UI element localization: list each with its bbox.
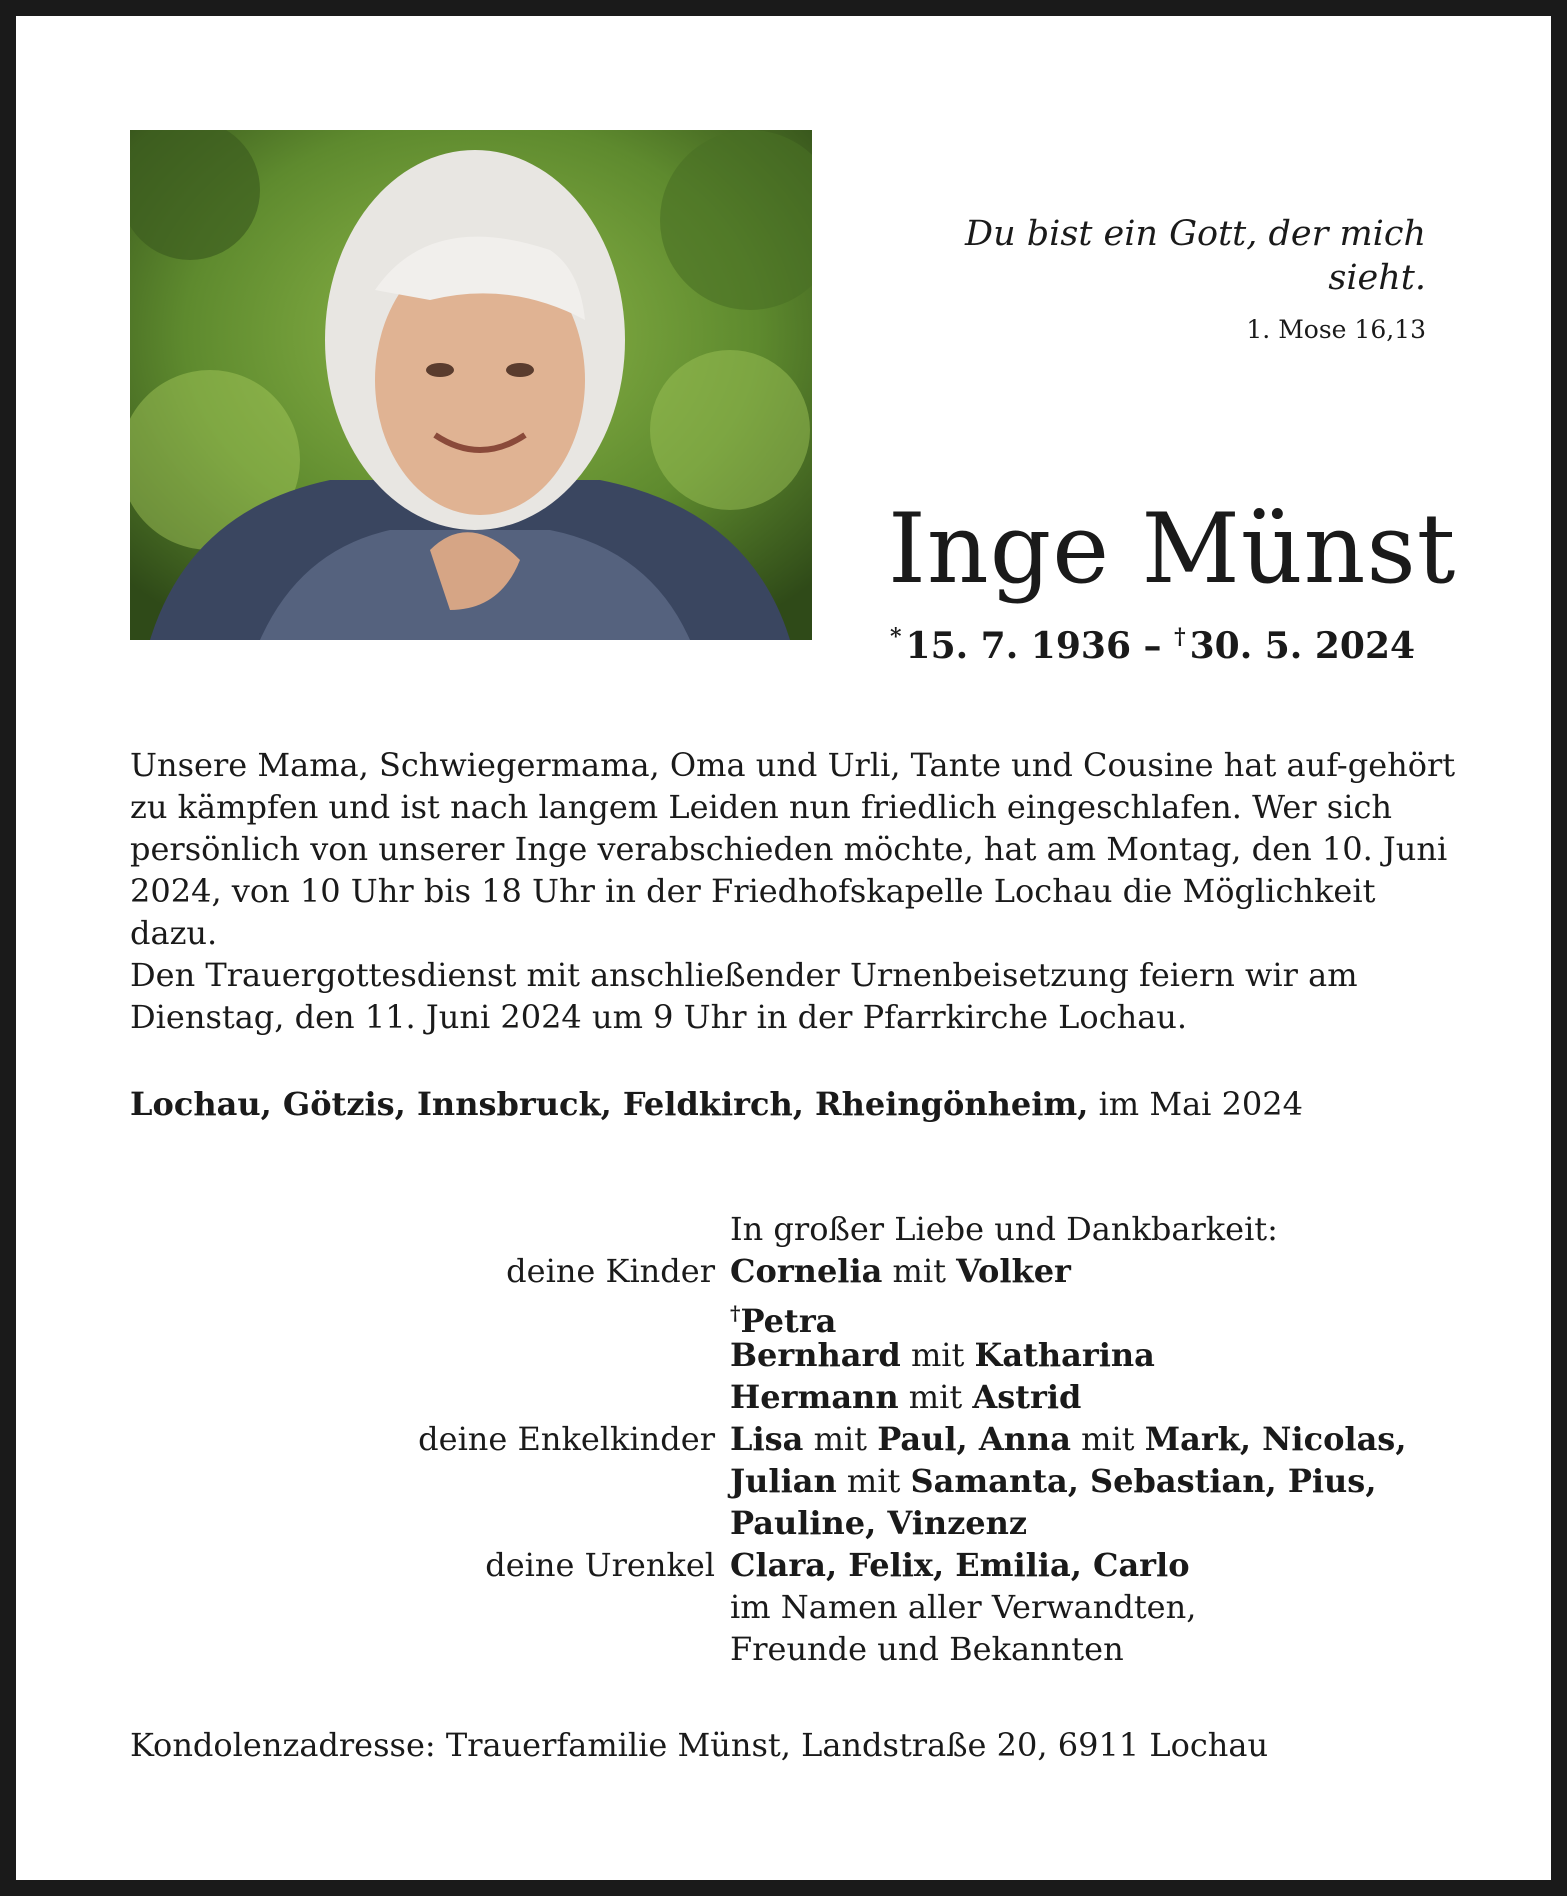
with-word: mit [898, 1378, 973, 1416]
family-row [16, 1460, 1567, 1502]
partner-name: Katharina [974, 1336, 1155, 1374]
closing-line: Freunde und Bekannten [730, 1630, 1124, 1668]
grandchild-name: Pauline, Vinzenz [730, 1504, 1028, 1542]
child-entry [730, 1250, 1071, 1292]
portrait-image [130, 130, 812, 640]
birth-symbol: * [890, 624, 902, 650]
obituary-paragraph-2: Den Trauergottesdienst mit anschließender Urnenbeisetzung feiern wir am Dienstag, den 11. Juni 2024 um 9 Uhr in der Pfarrkirche Lochau. [130, 956, 1358, 1036]
with-word: mit [803, 1420, 878, 1458]
child-entry [730, 1334, 1155, 1376]
with-word: mit [900, 1336, 975, 1374]
condolence-address: Kondolenzadresse: Trauerfamilie Münst, Landstraße 20, 6911 Lochau [130, 1726, 1269, 1764]
family-row [16, 1208, 1567, 1250]
obituary-text [130, 744, 1460, 1038]
grandchild-name: Lisa [730, 1420, 804, 1458]
child-name: Cornelia [730, 1252, 883, 1290]
partner-name: Volker [956, 1252, 1071, 1290]
verse-text: Du bist ein Gott, der mich sieht. [965, 214, 1426, 298]
family-row [16, 1628, 1567, 1670]
grandchild-entry [730, 1418, 1406, 1460]
child-entry [730, 1376, 1081, 1418]
grandchild-entry [730, 1502, 1027, 1544]
family-list [16, 1208, 1567, 1670]
greatgrandchild-entry [730, 1544, 1190, 1586]
greatgrandchild-name: Clara, Felix, Emilia, Carlo [730, 1546, 1190, 1584]
life-dates [890, 624, 1415, 667]
date-separator: – [1131, 625, 1175, 667]
closing-line: im Namen aller Verwandten, [730, 1588, 1197, 1626]
family-row [16, 1250, 1567, 1292]
verse-reference: 1. Mose 16,13 [1246, 315, 1426, 344]
death-symbol: † [730, 1301, 741, 1325]
places-line [130, 1083, 1303, 1125]
places-date: im Mai 2024 [1088, 1085, 1303, 1123]
family-row [16, 1586, 1567, 1628]
death-symbol: † [1174, 624, 1186, 650]
family-row [16, 1334, 1567, 1376]
child-name: Hermann [730, 1378, 899, 1416]
places-towns: Lochau, Götzis, Innsbruck, Feldkirch, Rheingönheim, [130, 1085, 1089, 1123]
child-name: Bernhard [730, 1336, 901, 1374]
birth-date: 15. 7. 1936 [905, 625, 1131, 667]
grandchildren-label: deine Enkelkinder [418, 1420, 715, 1458]
portrait-photo [130, 130, 812, 640]
grandchild-name: Mark, Nicolas, [1144, 1420, 1407, 1458]
with-word: mit [836, 1462, 911, 1500]
grandchild-name: Paul, Anna [877, 1420, 1071, 1458]
partner-name: Astrid [972, 1378, 1082, 1416]
grandchild-name: Julian [730, 1462, 837, 1500]
greatgrandchildren-label: deine Urenkel [485, 1546, 715, 1584]
children-label: deine Kinder [506, 1252, 715, 1290]
child-name: Petra [740, 1302, 837, 1340]
grandchild-name: Samanta, Sebastian, Pius, [910, 1462, 1377, 1500]
with-word: mit [882, 1252, 957, 1290]
family-row [16, 1544, 1567, 1586]
grandchild-entry [730, 1460, 1376, 1502]
bible-verse [876, 212, 1426, 348]
family-row [16, 1292, 1567, 1340]
obituary-paragraph-1: Unsere Mama, Schwiegermama, Oma und Urli, Tante und Cousine hat auf-gehört zu kämpfen und ist nach langem Leiden nun friedlich eingeschlafen. Wer sich persönlich von unserer Inge verabschieden möchte, hat am Montag, den 10. Juni 2024, von 10 Uhr bis 18 Uhr in der Friedhofskapelle Lochau die Möglichkeit dazu. [130, 746, 1456, 952]
family-row [16, 1418, 1567, 1460]
death-date: 30. 5. 2024 [1189, 625, 1416, 667]
family-row [16, 1376, 1567, 1418]
with-word: mit [1070, 1420, 1145, 1458]
deceased-name: Inge Münst [888, 493, 1457, 605]
family-row [16, 1502, 1567, 1544]
family-intro: In großer Liebe und Dankbarkeit: [730, 1210, 1278, 1248]
